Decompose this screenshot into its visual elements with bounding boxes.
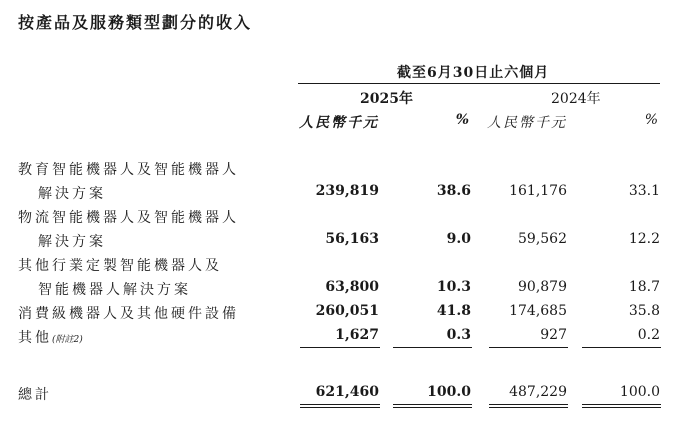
cell-2024-value: 174,685	[509, 303, 567, 319]
total-double-rule	[393, 404, 472, 405]
row-label-line: 物流智能機器人及智能機器人	[18, 210, 239, 226]
total-double-rule	[393, 407, 472, 408]
cell-2025-pct: 9.0	[446, 231, 471, 247]
period-header: 截至6月30日止六個月	[397, 65, 550, 81]
subtotal-rule	[489, 347, 568, 348]
period-underline	[298, 83, 660, 84]
total-double-rule	[582, 407, 661, 408]
cell-2025-value: 56,163	[325, 231, 379, 247]
total-label: 總計	[18, 387, 52, 403]
total-2024-pct: 100.0	[619, 384, 660, 400]
cell-2025-value: 260,051	[315, 303, 379, 319]
total-double-rule	[489, 404, 568, 405]
row-label-line: 其他	[18, 330, 52, 346]
total-double-rule	[300, 404, 380, 405]
cell-2025-pct: 38.6	[436, 183, 471, 199]
cell-2024-value: 161,176	[509, 183, 567, 199]
subtotal-rule	[300, 347, 380, 348]
row-label-line: 消費級機器人及其他硬件設備	[18, 306, 239, 322]
header-rmb-2025: 人民幣千元	[299, 115, 379, 131]
cell-2024-pct: 12.2	[628, 231, 660, 247]
header-rmb-2024: 人民幣千元	[487, 115, 567, 131]
total-2025-value: 621,460	[315, 384, 379, 400]
row-label-line: 解決方案	[38, 234, 106, 250]
row-label-line: 教育智能機器人及智能機器人	[18, 162, 239, 178]
cell-2025-value: 63,800	[325, 279, 379, 295]
row-label-other	[18, 327, 83, 347]
row-label-line: 解決方案	[38, 186, 106, 202]
cell-2024-value: 927	[540, 327, 567, 343]
cell-2025-value: 239,819	[315, 183, 379, 199]
cell-2024-value: 90,879	[518, 279, 567, 295]
year-2025: 2025年	[360, 91, 413, 107]
cell-2025-value: 1,627	[335, 327, 379, 343]
cell-2025-pct: 10.3	[436, 279, 471, 295]
cell-2024-pct: 33.1	[628, 183, 660, 199]
note-reference: (附註2)	[52, 335, 83, 345]
subtotal-rule	[393, 347, 472, 348]
total-double-rule	[582, 404, 661, 405]
subtotal-rule	[582, 347, 661, 348]
total-double-rule	[489, 407, 568, 408]
cell-2024-pct: 0.2	[637, 327, 660, 343]
total-2024-value: 487,229	[509, 384, 567, 400]
row-label-line: 智能機器人解決方案	[38, 282, 191, 298]
cell-2024-pct: 18.7	[628, 279, 660, 295]
row-label-line: 其他行業定製智能機器人及	[18, 258, 222, 274]
cell-2025-pct: 0.3	[446, 327, 471, 343]
cell-2024-pct: 35.8	[628, 303, 660, 319]
cell-2024-value: 59,562	[518, 231, 567, 247]
total-double-rule	[300, 407, 380, 408]
year-2024: 2024年	[551, 91, 601, 107]
header-pct-2025: %	[455, 112, 471, 128]
total-2025-pct: 100.0	[427, 384, 471, 400]
header-pct-2024: %	[644, 112, 660, 128]
section-title: 按產品及服務類型劃分的收入	[18, 13, 253, 32]
cell-2025-pct: 41.8	[436, 303, 471, 319]
